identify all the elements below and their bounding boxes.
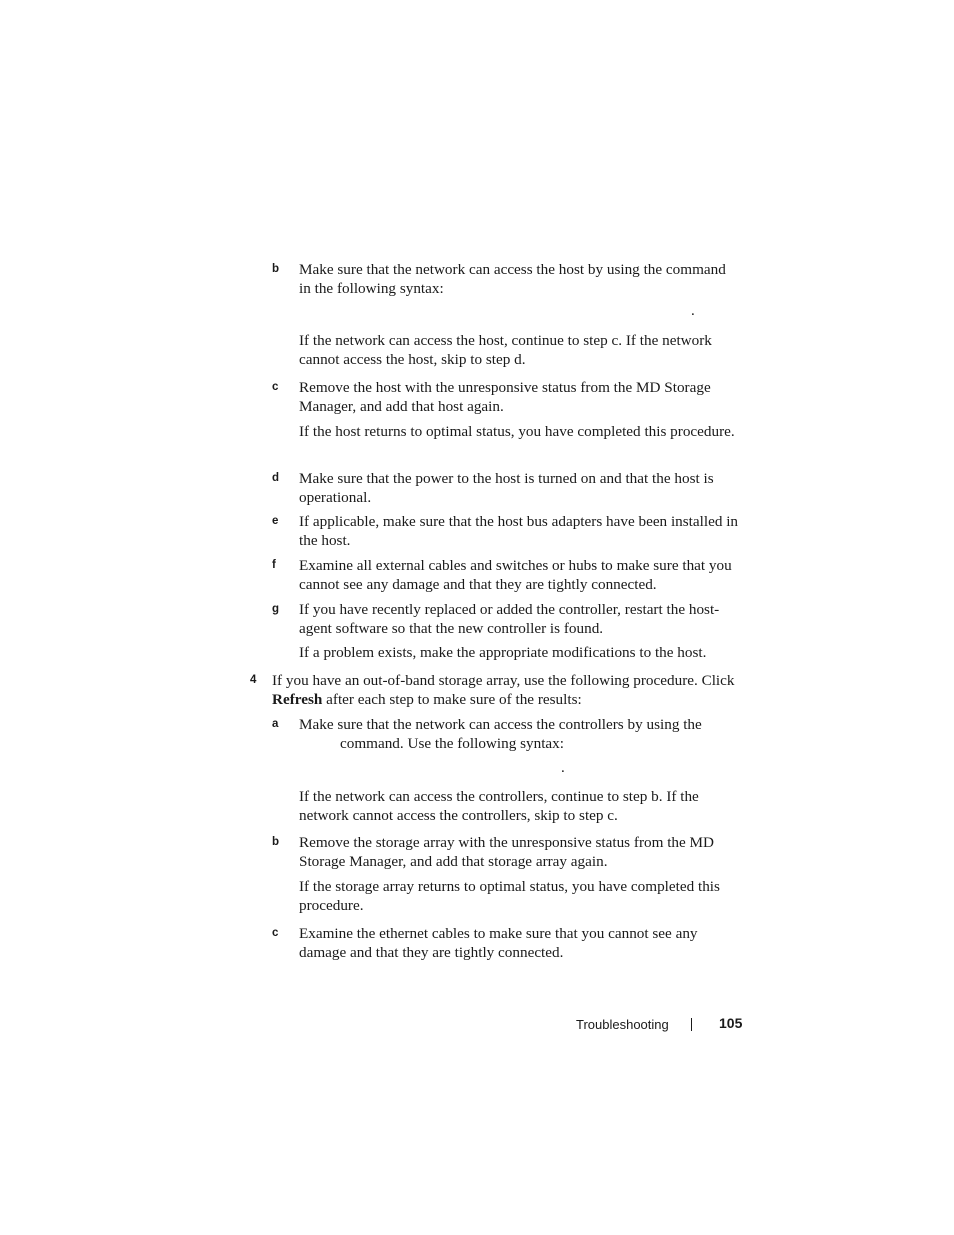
step-g-text: If you have recently replaced or added the controller, restart the host-agent software so that the new controller is found. [299, 601, 720, 637]
step-a-line2: command. Use the following syntax: [340, 735, 564, 752]
step-a-marker: a [272, 718, 279, 730]
step-f-marker: f [272, 559, 276, 571]
step-c-text: Remove the host with the unresponsive status from the MD Storage Manager, and add that host again. [299, 379, 711, 415]
step-b2-followup: If the storage array returns to optimal status, you have completed this procedure. [299, 878, 720, 914]
step-d-text: Make sure that the power to the host is turned on and that the host is operational. [299, 470, 714, 506]
step-b2-text: Remove the storage array with the unresponsive status from the MD Storage Manager, and add that storage array again. [299, 834, 715, 870]
step-b-marker: b [272, 263, 280, 275]
step-e-marker: e [272, 515, 279, 527]
step-c2-text: Examine the ethernet cables to make sure that you cannot see any damage and that they are tightly connected. [299, 925, 698, 961]
step-4-marker: 4 [250, 674, 257, 686]
step-g-marker: g [272, 603, 280, 615]
page-number: 105 [719, 1015, 743, 1031]
footer-section-title: Troubleshooting [576, 1017, 669, 1032]
step-c2-marker: c [272, 927, 279, 939]
step-c-followup: If the host returns to optimal status, you have completed this procedure. [299, 423, 735, 440]
step-4-text-before: If you have an out-of-band storage array, use the following procedure. Click [272, 672, 735, 689]
step-g-followup: If a problem exists, make the appropriate modifications to the host. [299, 644, 707, 661]
footer-divider [691, 1018, 692, 1031]
step-a-followup: If the network can access the controllers, continue to step b. If the network cannot access the controllers, skip to step c. [299, 788, 699, 824]
step-4-text-after: after each step to make sure of the results: [322, 691, 582, 708]
step-e-text: If applicable, make sure that the host bus adapters have been installed in the host. [299, 513, 739, 549]
step-f-text: Examine all external cables and switches or hubs to make sure that you cannot see any damage and that they are tightly connected. [299, 557, 732, 593]
step-b-text: Make sure that the network can access the host by using the command in the following syntax: [299, 261, 726, 297]
step-4-text [272, 671, 740, 709]
step-b2-marker: b [272, 836, 280, 848]
step-d-marker: d [272, 472, 280, 484]
step-b-followup: If the network can access the host, continue to step c. If the network cannot access the host, skip to step d. [299, 332, 712, 368]
step-c-marker: c [272, 381, 279, 393]
refresh-label: Refresh [272, 691, 323, 708]
syntax-period: . [691, 303, 695, 319]
syntax-period-2: . [561, 760, 565, 776]
step-a-line1: Make sure that the network can access the controllers by using the [299, 716, 702, 733]
